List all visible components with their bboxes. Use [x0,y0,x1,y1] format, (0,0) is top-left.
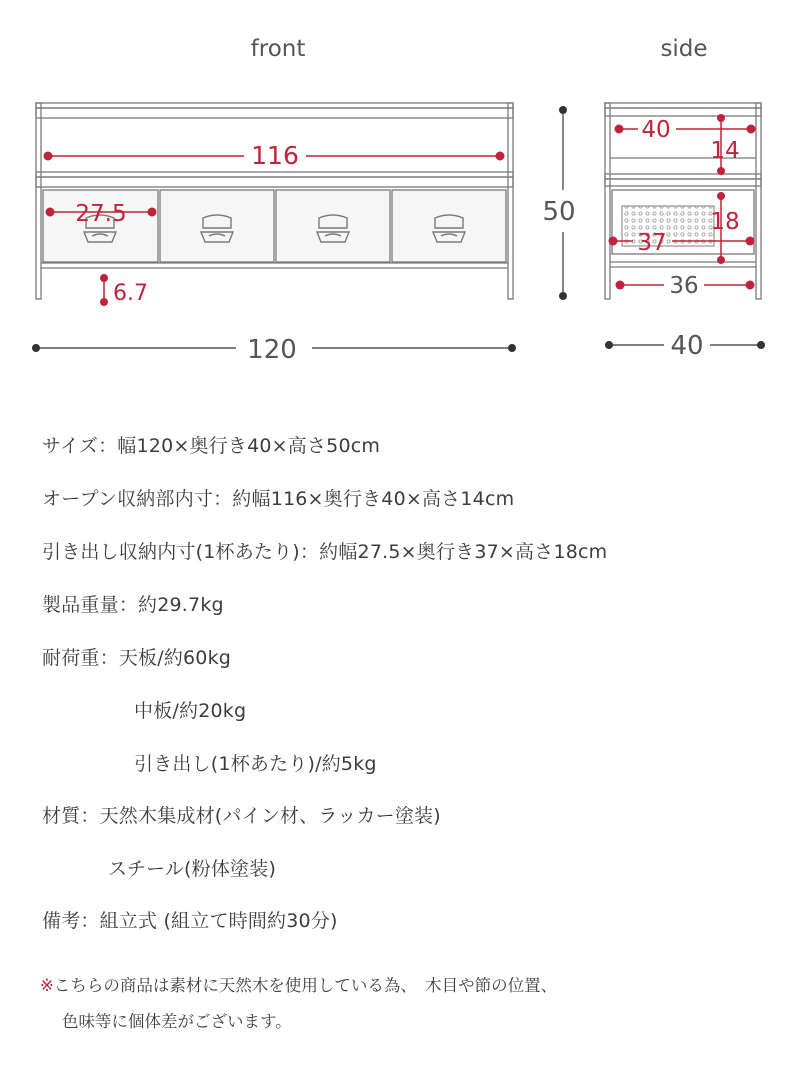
dim-open-height-label: 14 [710,138,740,164]
note-line-2 [62,1008,292,1032]
dim-inner-width-label: 116 [251,141,299,170]
dim-total-height-label: 50 [542,197,576,227]
dim-top-depth-line [615,125,756,134]
dim-top-depth-label: 40 [641,117,671,143]
spec-separator: ： [118,594,139,616]
spec-open-storage [42,484,514,511]
side-view-label: side [660,36,708,62]
spec-material [42,801,441,828]
spec-label: 引き出し収納内寸(1杯あたり) [42,541,300,563]
spec-weight [42,590,224,617]
spec-separator: ： [99,647,119,669]
spec-separator: ： [80,805,100,827]
spec-value: 組立式 (組立て時間約30分) [99,910,338,932]
dim-leg-height-label: 6.7 [113,281,148,306]
spec-value: スチール(粉体塗装) [108,858,277,880]
spec-value: 天板/約60kg [118,647,232,669]
dimension-diagram [0,0,810,400]
spec-separator: ： [299,541,320,563]
spec-value: 約幅27.5×奥行き37×高さ18cm [319,541,608,563]
spec-load-shelf [134,696,246,723]
front-view-label: front [250,36,306,62]
spec-value: 約29.7kg [138,594,224,616]
spec-load-drawer [134,749,377,776]
side-view-drawing [605,103,761,299]
dim-drawer-height-label: 18 [710,209,740,235]
spec-size [42,431,380,458]
dim-drawer-depth-label: 37 [637,230,667,256]
spec-label: 材質 [42,805,81,827]
dim-bottom-depth-label: 36 [669,273,699,299]
spec-label: 耐荷重 [42,647,100,669]
spec-separator: ： [80,910,100,932]
note-text: こちらの商品は素材に天然木を使用している為、 木目や節の位置、 [53,976,558,995]
spec-value: 中板/約20kg [134,700,247,722]
note-mark: ※ [40,976,54,995]
spec-label: 製品重量 [42,594,119,616]
spec-label: 備考 [42,910,81,932]
spec-label: サイズ [42,435,99,457]
spec-label: オープン収納部内寸 [42,488,214,510]
spec-separator: ： [213,488,233,510]
spec-separator: ： [98,435,118,457]
spec-material-steel [108,854,276,881]
dim-total-width-label: 120 [247,335,297,365]
spec-remarks [42,906,338,933]
dim-leg-height-line [100,274,108,306]
dim-total-depth-label: 40 [670,331,704,361]
dim-drawer-width-label: 27.5 [75,201,127,227]
spec-value: 幅120×奥行き40×高さ50cm [117,435,381,457]
note-text: 色味等に個体差がございます。 [62,1012,292,1031]
spec-value: 約幅116×奥行き40×高さ14cm [232,488,515,510]
note-line-1 [40,972,557,996]
spec-value: 引き出し(1杯あたり)/約5kg [134,753,377,775]
spec-drawer-storage [42,537,607,564]
spec-value: 天然木集成材(パイン材、ラッカー塗装) [99,805,441,827]
spec-load-capacity [42,643,231,670]
